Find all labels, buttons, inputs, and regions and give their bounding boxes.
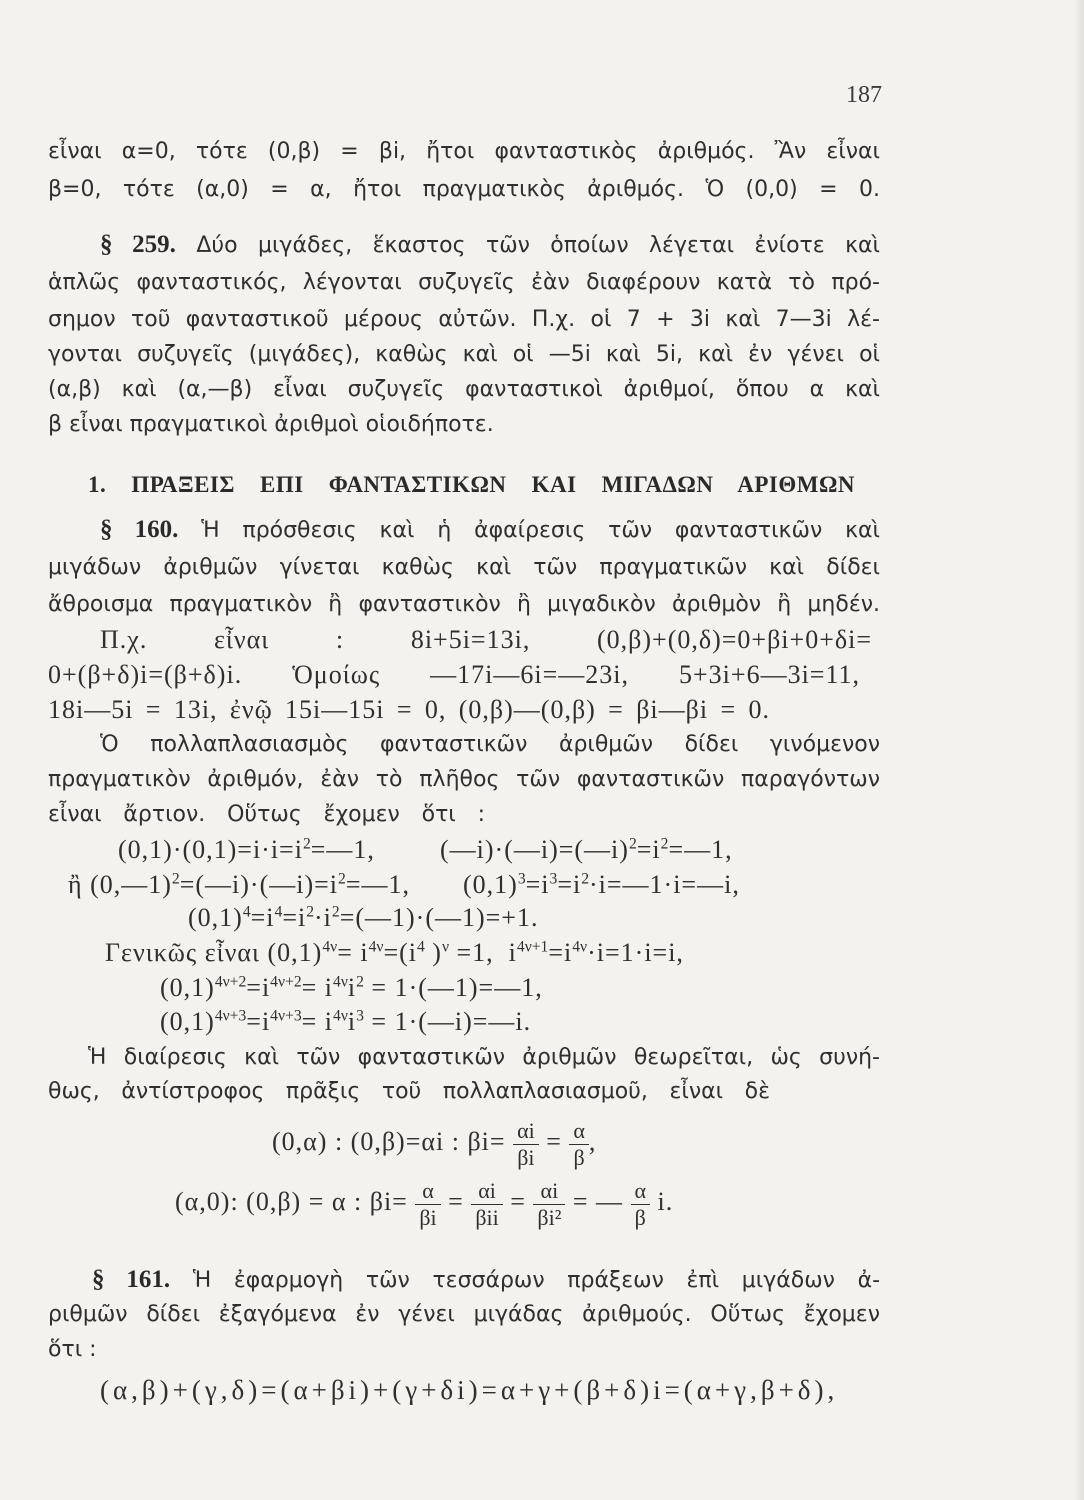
formula-text: = 1·(—1)=—1, [363,973,543,1002]
fraction-numerator: αi [471,1178,502,1204]
formula-line [160,1004,531,1040]
formula-text: =i [282,903,307,932]
formula-text: (0,1)·(0,1)=i·i=i [118,835,303,864]
fraction-numerator: αi [513,1118,539,1144]
formula-text: = 1·(—i)=—i. [363,1007,532,1036]
formula-text: i. [650,1187,674,1216]
formula-line: (α,β)+(γ,δ)=(α+βi)+(γ+δi)=α+γ+(β+δ)i=(α+γ,β+δ), [100,1375,839,1405]
formula-line [188,900,538,936]
superscript: 2 [171,870,180,888]
section-first-line [92,1262,880,1298]
formula-line [175,1178,674,1230]
formula-text: =i [246,1007,271,1036]
superscript: 4 [242,903,251,921]
section-first-line [100,512,880,548]
formula-text: ·i [314,903,332,932]
section-marker: § 259. [100,231,176,258]
formula-text: = [502,1187,534,1216]
superscript: 2 [306,903,314,921]
formula-text: (0,1) [160,973,215,1002]
superscript: 4ν+2 [214,973,247,991]
paragraph-line: β=0, τότε (α,0) = α, ἤτοι πραγματικὸς ἀριθμός. Ὁ (0,0) = 0. [48,177,880,202]
paragraph-line: Ἡ διαίρεσις καὶ τῶν φανταστικῶν ἀριθμῶν θεωρεῖται, ὡς συνή- [88,1045,880,1070]
formula-text: (0,α) : (0,β)=αi : βi= [272,1127,514,1156]
superscript: 2 [331,903,340,921]
fraction-denominator: β [634,1204,646,1230]
section-marker: § 160. [100,516,179,543]
paragraph-line: ριθμῶν δίδει ἐξαγόμενα ἐν γένει μιγάδας ἀριθμούς. Οὕτως ἔχομεν [48,1302,880,1327]
section-first-line [100,227,880,263]
formula-text: =1, i [449,938,517,967]
formula-text: =(—1)·(—1)=+1. [339,903,539,932]
superscript: 4ν+3 [270,1007,302,1025]
superscript: 2 [338,870,346,888]
superscript: 3 [356,1007,364,1025]
formula-text: i [347,1007,357,1036]
superscript: 4ν+3 [214,1007,247,1025]
superscript: 2 [628,835,637,853]
fraction [533,1178,565,1230]
formula-line [68,867,410,903]
fraction-denominator: βi [419,1204,437,1230]
paragraph-line: εἶναι ἄρτιον. Οὕτως ἔχομεν ὅτι : [48,802,485,827]
formula-text: (—i)·(—i)=(—i) [440,835,629,864]
superscript: 2 [302,835,311,853]
formula-text: =i [636,835,661,864]
formula-text: ·i=—1·i=—i, [589,870,740,899]
paragraph-line: γονται συζυγεῖς (μιγάδες), καθὼς καὶ οἱ —5i καὶ 5i, καὶ ἐν γένει οἱ [48,342,880,367]
superscript: 4ν [368,938,384,956]
superscript: 4ν [572,938,588,956]
formula-text: =—1, [310,835,375,864]
paragraph-line: ὅτι : [48,1337,97,1362]
section-text: Ἡ πρόσθεσις καὶ ἡ ἀφαίρεσις τῶν φανταστικῶν καὶ [201,518,880,543]
superscript: 4 [416,938,425,956]
paragraph-line: σημον τοῦ φανταστικοῦ μέρους αὐτῶν. Π.χ. οἱ 7 + 3i καὶ 7—3i λέ- [48,307,880,332]
fraction-numerator: α [631,1178,651,1204]
superscript: 4ν+2 [270,973,302,991]
formula-text: = i [301,1007,334,1036]
fraction-numerator: α [569,1118,589,1144]
formula-text: =i [525,870,550,899]
fraction-numerator: αi [533,1178,565,1204]
superscript: 4 [274,903,283,921]
formula-text: i [347,973,357,1002]
fraction-denominator: βii [475,1204,499,1230]
formula-text: ) [424,938,442,967]
section-text: Ἡ ἐφαρμογὴ τῶν τεσσάρων πράξεων ἐπὶ μιγάδων ἀ- [192,1268,881,1293]
superscript: 4ν [322,938,338,956]
formula-text: = — [565,1187,631,1216]
formula-text: ·i=1·i=i, [587,938,684,967]
formula-line [105,935,684,971]
formula-text: = i [337,938,369,967]
superscript: 4ν [333,1007,348,1025]
formula-text: ἢ (0,—1) [68,870,172,899]
formula-text: Γενικῶς εἶναι (0,1) [105,938,323,967]
fraction-denominator: βi [517,1144,535,1170]
formula-line [272,1118,597,1170]
formula-line [160,970,543,1006]
formula-text: (0,1) [160,1007,215,1036]
formula-text: (0,1) [463,870,518,899]
fraction-denominator: β [573,1144,585,1170]
page-number: 187 [846,82,882,108]
superscript: ν [441,938,450,956]
paragraph-line: θως, ἀντίστροφος πρᾶξις τοῦ πολλαπλασιασμοῦ, εἶναι δὲ [48,1079,770,1104]
formula-text: = i [301,973,334,1002]
paragraph-line: μιγάδων ἀριθμῶν γίνεται καθὼς καὶ τῶν πραγματικῶν καὶ δίδει [48,555,880,580]
paragraph-line: εἶναι α=0, τότε (0,β) = βi, ἤτοι φανταστικὸς ἀριθμός. Ἂν εἶναι [48,139,880,164]
fraction-numerator: α [415,1178,440,1204]
page-edge-shadow [1074,0,1084,1500]
example-line: 0+(β+δ)i=(β+δ)i. Ὁμοίως —17i—6i=—23i, 5+3i+6—3i=11, [48,660,860,689]
paragraph-line: ἄθροισμα πραγματικὸν ἢ φανταστικὸν ἢ μιγαδικὸν ἀριθμὸν ἢ μηδέν. [48,592,880,617]
fraction-denominator: βi² [537,1204,562,1230]
paragraph-line: (α,β) καὶ (α,—β) εἶναι συζυγεῖς φανταστικοὶ ἀριθμοί, ὅπου α καὶ [48,377,880,402]
formula-text: =i [246,973,271,1002]
section-heading: 1. ΠΡΑΞΕΙΣ ΕΠΙ ΦΑΝΤΑΣΤΙΚΩΝ ΚΑΙ ΜΙΓΑΔΩΝ ΑΡΙΘΜΩΝ [88,472,855,497]
fraction [471,1178,502,1230]
paragraph-line: β εἶναι πραγματικοὶ ἀριθμοὶ οἱοιδήποτε. [48,412,494,437]
section-marker: § 161. [92,1266,171,1293]
formula-line [118,832,375,868]
superscript: 4ν+1 [516,938,549,956]
formula-text: =(—i)·(—i)=i [179,870,339,899]
formula-line [463,867,740,903]
formula-text: , [588,1127,597,1156]
formula-text: = [538,1127,570,1156]
superscript: 2 [660,835,669,853]
formula-text: =—1, [668,835,733,864]
paragraph-line: ἁπλῶς φανταστικός, λέγονται συζυγεῖς ἐὰν διαφέρουν κατὰ τὸ πρό- [48,270,880,295]
formula-text: =—1, [345,870,410,899]
example-line: Π.χ. εἶναι : 8i+5i=13i, (0,β)+(0,δ)=0+βi+0+δi= [100,625,872,654]
formula-text: (0,1) [188,903,243,932]
formula-text: (α,0): (0,β) = α : βi= [175,1187,416,1216]
section-text: Δύο μιγάδες, ἕκαστος τῶν ὁποίων λέγεται ἐνίοτε καὶ [196,233,881,258]
fraction [631,1178,651,1230]
superscript: 3 [517,870,526,888]
superscript: 2 [581,870,589,888]
example-line: 18i—5i = 13i, ἐνῷ 15i—15i = 0, (0,β)—(0,β) = βi—βi = 0. [48,695,770,724]
superscript: 3 [549,870,558,888]
formula-text: =(i [383,938,417,967]
superscript: 2 [356,973,364,991]
formula-text: =i [250,903,275,932]
formula-text: =i [548,938,573,967]
paragraph-line: πραγματικὸν ἀριθμόν, ἐὰν τὸ πλῆθος τῶν φανταστικῶν παραγόντων [48,767,880,792]
fraction [513,1118,539,1170]
superscript: 4ν [333,973,348,991]
fraction [415,1178,440,1230]
formula-text: = [440,1187,472,1216]
fraction [569,1118,589,1170]
formula-line [440,832,733,868]
formula-text: =i [557,870,582,899]
paragraph-line: Ὁ πολλαπλασιασμὸς φανταστικῶν ἀριθμῶν δίδει γινόμενον [100,732,880,757]
